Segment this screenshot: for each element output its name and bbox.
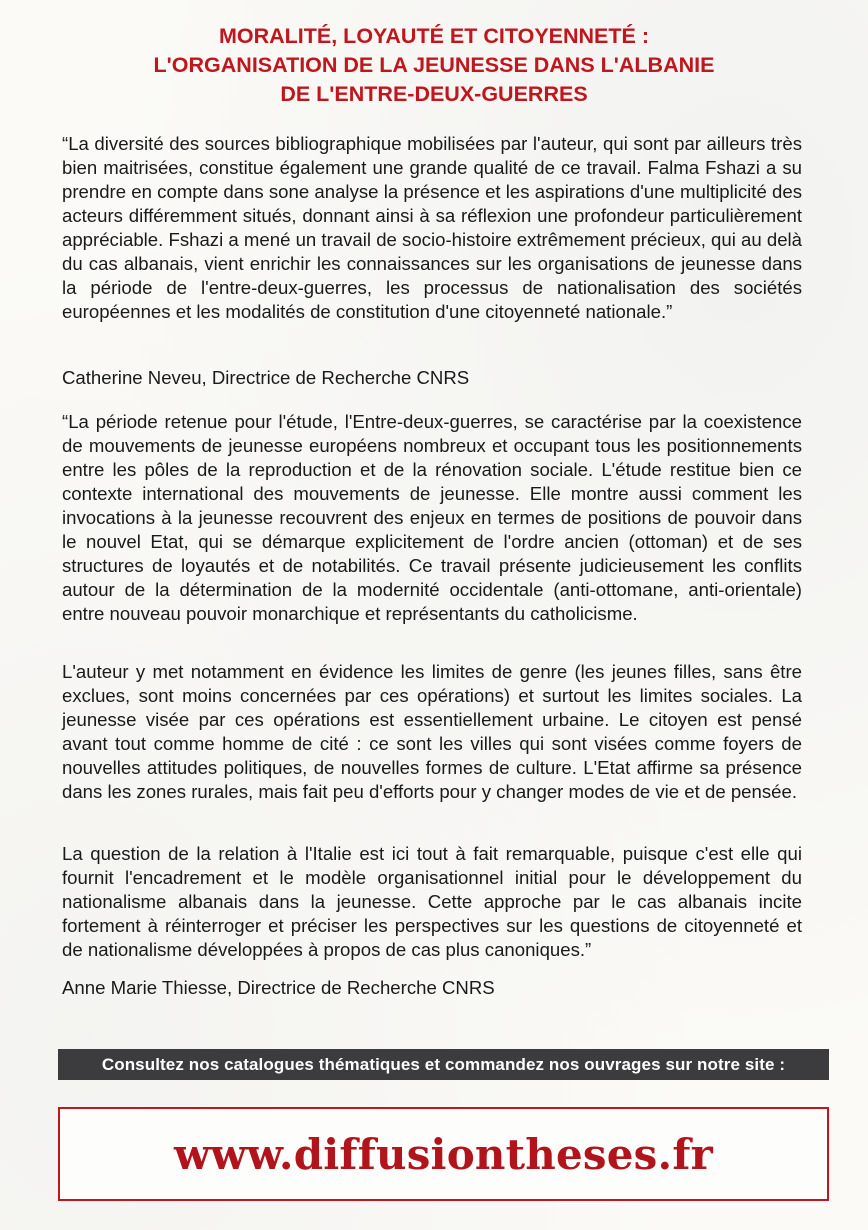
title-line-2: L'ORGANISATION DE LA JEUNESSE DANS L'ALBANIE (153, 53, 715, 77)
review-1-paragraph: “La diversité des sources bibliographique mobilisées par l'auteur, qui sont par ailleurs très bien maitrisées, constitue également une grande qualité de ce travail. Falma Fshazi a su prendre en compte dans sone analyse la présence et les aspirations d'une multiplicité des acteurs différemment situés, donnant ainsi à sa réflexion une profondeur particulièrement appréciable. Fshazi a mené un travail de socio-histoire extrêmement précieux, qui au delà du cas albanais, vient enrichir les connaissances sur les organisations de jeunesse dans la période de l'entre-deux-guerres, les processus de nationalisation des sociétés européennes et les modalités de constitution d'une citoyenneté nationale.” (62, 133, 803, 322)
catalog-banner: Consultez nos catalogues thématiques et commandez nos ouvrages sur notre site : (58, 1049, 829, 1080)
review-1-signature: Catherine Neveu, Directrice de Recherche CNRS (62, 367, 470, 388)
website-box (58, 1107, 829, 1201)
title-line-3: DE L'ENTRE-DEUX-GUERRES (280, 82, 588, 106)
review-2-paragraph-3: La question de la relation à l'Italie est ici tout à fait remarquable, puisque c'est elle qui fournit l'encadrement et le modèle organisationnel initial pour le développement du nationalisme albanais dans la jeunesse. Cette approche par le cas albanais incite fortement à réinterroger et préciser les perspectives sur les questions de citoyenneté et de nationalisme développées à propos de cas plus canoniques.” (62, 843, 802, 960)
website-url[interactable]: www.diffusiontheses.fr (174, 1129, 713, 1179)
review-2-paragraph-1: “La période retenue pour l'étude, l'Entre-deux-guerres, se caractérise par la coexistence de mouvements de jeunesse européens nombreux et occupant tous les positionnements entre les pôles de la reproduction et de la rénovation sociale. L'étude restitue bien ce contexte international des mouvements de jeunesse. Elle montre aussi comment les invocations à la jeunesse recouvrent des enjeux en termes de positions de pouvoir dans le nouvel Etat, qui se démarque explicitement de l'ordre ancien (ottoman) et de ses structures de loyautés et de notabilités. Ce travail présente judicieusement les conflits autour de la détermination de la modernité occidentale (anti-ottomane, anti-orientale) entre nouveau pouvoir monarchique et représentants du catholicisme. (62, 411, 802, 624)
page-title (40, 22, 828, 109)
review-2-signature: Anne Marie Thiesse, Directrice de Recherche CNRS (62, 977, 495, 998)
review-2-paragraph-2: L'auteur y met notamment en évidence les limites de genre (les jeunes filles, sans être exclues, sont moins concernées par ces opérations) et surtout les limites sociales. La jeunesse visée par ces opérations est essentiellement urbaine. Le citoyen est pensé avant tout comme homme de cité : ce sont les villes qui sont visées comme foyers de nouvelles attitudes politiques, de nouvelles formes de culture. L'Etat affirme sa présence dans les zones rurales, mais fait peu d'efforts pour y changer modes de vie et de pensée. (62, 661, 802, 802)
title-line-1: MORALITÉ, LOYAUTÉ ET CITOYENNETÉ : (218, 24, 650, 48)
